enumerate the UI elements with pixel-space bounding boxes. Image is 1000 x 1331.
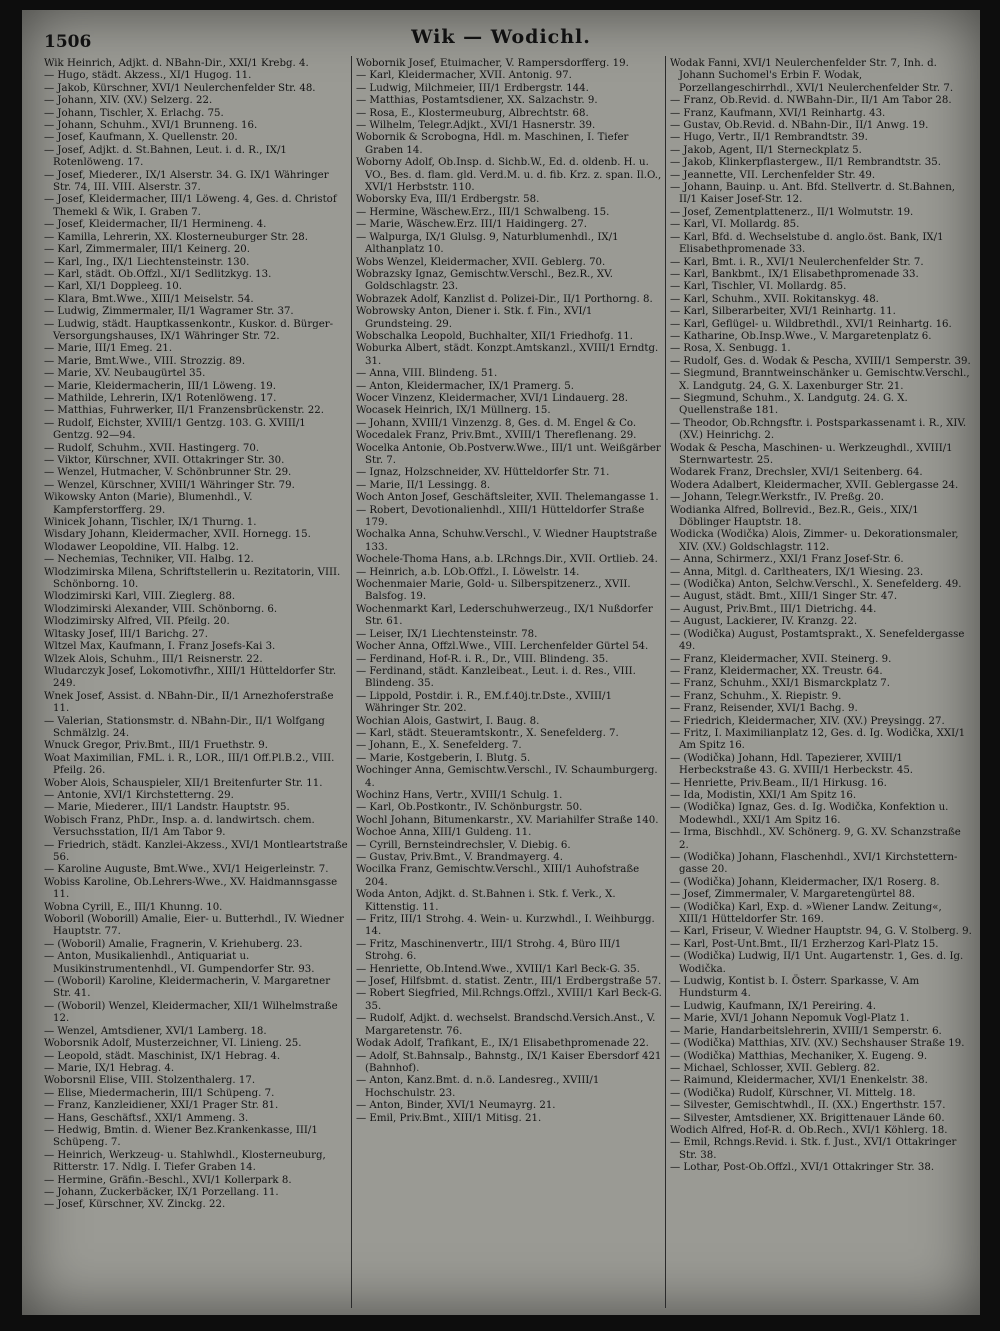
directory-entry: — Matthias, Postamtsdiener, XX. Salzachstr. 9. [356, 95, 598, 107]
directory-entry: — Wenzel, Amtsdiener, XVI/1 Lamberg. 18. [44, 1025, 267, 1037]
directory-entry: — Marie, XV. Neubaugürtel 35. [44, 368, 206, 380]
directory-entry: — Karl, städt. Ob.Offzl., XI/1 Sedlitzkyg. 13. [44, 268, 272, 280]
directory-entry: — Josef, Kaufmann, X. Quellenstr. 20. [44, 132, 238, 144]
directory-entry: Wobschalka Leopold, Buchhalter, XII/1 Friedhofg. 11. [356, 330, 634, 342]
directory-entry: — (Wodička) Rudolf, Kürschner, VI. Mittelg. 18. [670, 1087, 916, 1099]
directory-entry: — (Wodička) Matthias, Mechaniker, X. Eugeng. 9. [670, 1050, 928, 1062]
directory-entry: — Emil, Priv.Bmt., XIII/1 Mitisg. 21. [356, 1112, 542, 1124]
directory-entry: Wochele-Thoma Hans, a.b. LRchngs.Dir., XVII. Ortlieb. 24. [356, 554, 658, 566]
directory-entry: Woborsnik Adolf, Musterzeichner, VI. Linieng. 25. [44, 1038, 302, 1050]
directory-entry: — Ludwig, Kaufmann, IX/1 Pereiring. 4. [670, 1000, 877, 1012]
directory-entry: — Josef, Zementplattenerz., II/1 Wolmutstr. 19. [670, 206, 914, 218]
directory-entry: — Marie, Kleidermacherin, III/1 Löweng. 19. [44, 380, 276, 392]
directory-entry: — Anton, Kleidermacher, IX/1 Pramerg. 5. [356, 380, 574, 392]
directory-entry: Wlodzimirski Karl, VIII. Zieglerg. 88. [44, 591, 236, 603]
directory-entry: — Valerian, Stationsmstr. d. NBahn-Dir., II/1 Wolfgang Schmälzlg. 24. [44, 715, 325, 739]
directory-entry: — Karl, XI/1 Doppleeg. 10. [44, 281, 183, 293]
directory-entry: Wltasky Josef, III/1 Barichg. 27. [44, 628, 209, 640]
directory-entry: Wltzel Max, Kaufmann, I. Franz Josefs-Kai 3. [44, 641, 276, 653]
directory-entry: — Karl, Post-Unt.Bmt., II/1 Erzherzog Karl-Platz 15. [670, 938, 939, 950]
directory-entry: — Hugo, städt. Akzess., XI/1 Hugog. 11. [44, 70, 252, 82]
directory-entry: — August, städt. Bmt., XIII/1 Singer Str. 47. [670, 591, 898, 603]
directory-entry: — Hedwig, Bmtin. d. Wiener Bez.Krankenkasse, III/1 Schüpeng. 7. [44, 1124, 318, 1149]
directory-page [22, 10, 980, 1315]
directory-entry: — Karl, Geflügel- u. Wildbrethdl., XVI/1 Reinhartg. 16. [670, 318, 952, 330]
directory-entry: Wik Heinrich, Adjkt. d. NBahn-Dir., XXI/1 Krebg. 4. [44, 58, 309, 69]
directory-entry: — (Wodička) Matthias, XIV. (XV.) Sechshauser Straße 19. [670, 1038, 965, 1050]
directory-entry: — Rosa, X. Senbugg. 1. [670, 343, 791, 355]
directory-entry: — Franz, Kaufmann, XVI/1 Reinhartg. 43. [670, 107, 886, 119]
directory-entry: Wocer Vinzenz, Kleidermacher, XVI/1 Lindauerg. 28. [356, 392, 629, 404]
directory-entry: — Josef, Miederer., IX/1 Alserstr. 34. G. IX/1 Währinger Str. 74, III. VIII. Alserstr. 37. [44, 169, 329, 194]
directory-entry: — (Wodička) Johann, Flaschenhdl., XVI/1 Kirchstettern-gasse 20. [670, 852, 958, 876]
directory-entry: Wlodzimirska Milena, Schriftstellerin u. Rezitatorin, VIII. Schönborng. 10. [44, 566, 341, 591]
page-number: 1506 [44, 32, 92, 52]
directory-entry: — Anna, Schirmerz., XXI/1 Franz Josef-Str. 6. [670, 554, 904, 566]
directory-entry: — Karl, Ob.Postkontr., IV. Schönburgstr. 50. [356, 802, 583, 814]
directory-entry: — Silvester, Gemischtwhdl., II. (XX.) Engerthstr. 157. [670, 1100, 946, 1112]
directory-entry: Wodianka Alfred, Bollrevid., Bez.R., Geis., XIX/1 Döblinger Hauptstr. 18. [670, 504, 919, 529]
directory-entry: Wocelka Antonie, Ob.Postverw.Wwe., III/1 unt. Weißgärber Str. 7. [356, 442, 661, 466]
directory-entry: — Johann, Bauinp. u. Ant. Bfd. Stellvertr. d. St.Bahnen, II/1 Kaiser Josef-Str. 12. [670, 182, 956, 206]
directory-entry: — Anton, Musikalienhdl., Antiquariat u. Musikinstrumentenhdl., VI. Gumpendorfer Str. 93. [44, 951, 315, 975]
directory-entry: — Lothar, Post-Ob.Offzl., XVI/1 Ottakringer Str. 38. [670, 1162, 935, 1174]
directory-entry: — Anton, Kanz.Bmt. d. n.ö. Landesreg., XVIII/1 Hochschulstr. 23. [356, 1075, 600, 1099]
directory-entry: — Lippold, Postdir. i. R., EM.f.40j.tr.Dste., XVIII/1 Währinger Str. 202. [356, 690, 612, 715]
directory-entry: — Wenzel, Kürschner, XVIII/1 Währinger Str. 79. [44, 479, 295, 491]
directory-entry: Wobrowsky Anton, Diener i. Stk. f. Fin., XVI/1 Grundsteing. 29. [356, 306, 593, 330]
directory-entry: Wisdary Johann, Kleidermacher, XVII. Hornegg. 15. [44, 529, 311, 541]
directory-entry: Wochalka Anna, Schuhw.Verschl., V. Wiedner Hauptstraße 133. [356, 529, 658, 553]
directory-entry: — Siegmund, Branntweinschänker u. Gemischtw.Verschl., X. Landgutg. 24, G. X. Laxenburger Str. 21. [670, 368, 970, 392]
directory-entry: Wobiss Karoline, Ob.Lehrers-Wwe., XV. Haidmannsgasse 11. [44, 876, 338, 901]
directory-entry: — Kamilla, Lehrerin, XX. Klosterneuburger Str. 28. [44, 231, 308, 243]
directory-entry: Wlodzimirski Alexander, VIII. Schönborng. 6. [44, 603, 278, 615]
directory-entry: — Ludwig, Kontist b. I. Österr. Sparkasse, V. Am Hundsturm 4. [670, 976, 920, 1000]
directory-entry: Wlodawer Leopoldine, VII. Halbg. 12. [44, 541, 239, 553]
directory-entry: Wobs Wenzel, Kleidermacher, XVII. Geblerg. 70. [356, 256, 606, 268]
directory-entry: — Marie, Kostgeberin, I. Blutg. 5. [356, 752, 531, 764]
directory-entry: — Gustav, Priv.Bmt., V. Brandmayerg. 4. [356, 852, 563, 863]
directory-entry: — Klara, Bmt.Wwe., XIII/1 Meiselstr. 54. [44, 293, 254, 305]
directory-entry: — Jakob, Klinkerpflastergew., II/1 Rembrandtstr. 35. [670, 157, 941, 169]
directory-entry: — Franz, Kleidermacher, XX. Treustr. 64. [670, 665, 883, 677]
column-2 [356, 58, 662, 1308]
directory-entry: — Antonie, XVI/1 Kirchstetterng. 29. [44, 789, 234, 801]
directory-entry: — Nechemias, Techniker, VII. Halbg. 12. [44, 554, 254, 566]
directory-entry: Wodak Adolf, Trafikant, E., IX/1 Elisabethpromenade 22. [356, 1038, 649, 1050]
directory-entry: Wobornik & Scrobogna, Hdl. m. Maschinen, I. Tiefer Graben 14. [356, 132, 629, 156]
directory-entry: — August, Lackierer, IV. Kranzg. 22. [670, 616, 858, 628]
directory-entry: Wocedalek Franz, Priv.Bmt., XVIII/1 Thereflenang. 29. [356, 430, 637, 442]
directory-entry: Wocilka Franz, Gemischtw.Verschl., XIII/1 Auhofstraße 204. [356, 864, 640, 888]
running-head: Wik — Wodichl. [411, 26, 591, 48]
directory-entry: — Rudolf, Schuhm., XVII. Hastingerg. 70. [44, 442, 260, 454]
directory-entry: — Rosa, E., Klostermeuburg, Albrechtstr. 68. [356, 107, 589, 119]
directory-entry: Wodera Adalbert, Kleidermacher, XVII. Geblergasse 24. [670, 479, 959, 491]
directory-entry: — Heinrich, Werkzeug- u. Stahlwhdl., Klosterneuburg, Ritterstr. 17. Ndlg. I. Tiefer Graben 14. [44, 1149, 326, 1174]
directory-entry: Woborsnil Elise, VIII. Stolzenthalerg. 17. [44, 1075, 256, 1087]
directory-entry: — Ida, Modistin, XXI/1 Am Spitz 16. [670, 789, 857, 801]
directory-entry: — Viktor, Kürschner, XVII. Ottakringer Str. 30. [44, 455, 285, 466]
directory-entry: Wobornik Josef, Etuimacher, V. Rampersdorfferg. 19. [356, 58, 629, 69]
directory-entry: — Anna, Mitgl. d. Carltheaters, IX/1 Wiesing. 23. [670, 566, 924, 578]
column-divider [665, 56, 666, 1308]
directory-entry: — Fritz, Maschinenvertr., III/1 Strohg. 4, Büro III/1 Strohg. 6. [356, 938, 622, 963]
directory-entry: — Rudolf, Eichster, XVIII/1 Gentzg. 103. G. XVIII/1 Gentzg. 92—94. [44, 417, 306, 442]
directory-entry: — Anna, VIII. Blindeng. 51. [356, 368, 498, 380]
directory-entry: — Rudolf, Adjkt. d. wechselst. Brandschd.Versich.Anst., V. Margaretenstr. 76. [356, 1013, 656, 1037]
directory-entry: Winicek Johann, Tischler, IX/1 Thurng. 1. [44, 517, 257, 529]
directory-entry: — (Wodička) Karl, Exp. d. »Wiener Landw. Zeitung«, XIII/1 Hütteldorfer Str. 169. [670, 901, 942, 926]
column-3 [670, 58, 972, 1308]
directory-entry: — (Wodička) Johann, Kleidermacher, IX/1 Roserg. 8. [670, 876, 940, 888]
directory-entry: — Jakob, Kürschner, XVI/1 Neulerchenfelder Str. 48. [44, 82, 316, 94]
directory-entry: Wnuck Gregor, Priv.Bmt., III/1 Fruethstr. 9. [44, 740, 269, 752]
directory-entry: Wocasek Heinrich, IX/1 Müllnerg. 15. [356, 405, 551, 417]
directory-entry: — Henriette, Priv.Beam., II/1 Hirkusg. 16. [670, 777, 887, 789]
directory-entry: Wochinger Anna, Gemischtw.Verschl., IV. Schaumburgerg. 4. [356, 765, 658, 789]
directory-entry: — Emil, Rchngs.Revid. i. Stk. f. Just., XVI/1 Ottakringer Str. 38. [670, 1137, 957, 1161]
directory-entry: — Marie, Handarbeitslehrerin, XVIII/1 Semperstr. 6. [670, 1025, 942, 1037]
directory-entry: — Robert, Devotionalienhdl., XIII/1 Hütteldorfer Straße 179. [356, 504, 645, 529]
directory-entry: — Marie, XVI/1 Johann Nepomuk Vogl-Platz 1. [670, 1013, 910, 1025]
directory-entry: — Friedrich, Kleidermacher, XIV. (XV.) Preysingg. 27. [670, 715, 945, 727]
column-1 [44, 58, 348, 1308]
directory-entry: Wobna Cyrill, E., III/1 Khunng. 10. [44, 901, 223, 913]
directory-entry: — Leiser, IX/1 Liechtensteinstr. 78. [356, 628, 538, 640]
directory-entry: — Friedrich, städt. Kanzlei-Akzess., XVI/1 Montleartstraße 56. [44, 839, 348, 863]
directory-entry: — Gustav, Ob.Revid. d. NBahn-Dir., II/1 Anwg. 19. [670, 120, 929, 132]
directory-entry: — Franz, Schuhm., X. Riepistr. 9. [670, 690, 842, 702]
directory-entry: Wobisch Franz, PhDr., Insp. a. d. landwirtsch. chem. Versuchsstation, II/1 Am Tabor 9. [44, 814, 315, 839]
directory-entry: — Ludwig, Milchmeier, III/1 Erdbergstr. 144. [356, 82, 589, 94]
directory-entry: — Marie, Bmt.Wwe., VIII. Strozzig. 89. [44, 355, 246, 367]
directory-entry: — (Woboril) Amalie, Fragnerin, V. Kriehuberg. 23. [44, 938, 303, 950]
directory-entry: — Matthias, Fuhrwerker, II/1 Franzensbrückenstr. 22. [44, 405, 324, 417]
directory-entry: — Jeannette, VII. Lerchenfelder Str. 49. [670, 169, 876, 181]
directory-entry: — Mathilde, Lehrerin, IX/1 Rotenlöweng. 17. [44, 392, 277, 404]
directory-entry: — Johann, Schuhm., XVI/1 Brunneng. 16. [44, 120, 258, 132]
directory-entry: — Karl, Bfd. d. Wechselstube d. anglo.öst. Bank, IX/1 Elisabethpromenade 33. [670, 231, 944, 256]
directory-entry: Woborny Adolf, Ob.Insp. d. Sichb.W., Ed. d. oldenb. H. u. VO., Bes. d. flam. gld. Verd.M. u. d. fib. Krz. z. span. Il.O., XVI/1 Herbststr. 110. [356, 157, 662, 194]
directory-entry: — Marie, IX/1 Hebrag. 4. [44, 1062, 175, 1074]
directory-entry: — Josef, Kleidermacher, II/1 Hermineng. 4. [44, 219, 267, 231]
directory-entry: — Franz, Kleidermacher, XVII. Steinerg. 9. [670, 653, 892, 665]
directory-entry: — Karl, städt. Steueramtskontr., X. Senefelderg. 7. [356, 727, 619, 739]
directory-entry: — Adolf, St.Bahnsalp., Bahnstg., IX/1 Kaiser Ebersdorf 421 (Bahnhof). [356, 1050, 662, 1074]
directory-entry: — Rudolf, Ges. d. Wodak & Pescha, XVIII/1 Semperstr. 39. [670, 355, 971, 367]
directory-entry: — Heinrich, a.b. LOb.Offzl., I. Löwelstr. 14. [356, 566, 580, 578]
directory-entry: Wlzek Alois, Schuhm., III/1 Reisnerstr. 22. [44, 653, 263, 665]
directory-entry: Wobrazsky Ignaz, Gemischtw.Verschl., Bez.R., XV. Goldschlagstr. 23. [356, 268, 613, 293]
directory-entry: — Franz, Kanzleidiener, XXI/1 Prager Str. 81. [44, 1100, 279, 1112]
directory-entry: — Cyrill, Bernsteindrechsler, V. Diebig. 6. [356, 839, 571, 851]
directory-entry: — Karl, Silberarbeiter, XVI/1 Reinhartg. 11. [670, 306, 896, 318]
directory-entry: Woat Maximilian, FML. i. R., LOR., III/1 Off.Pl.B.2., VIII. Pfeilg. 26. [44, 752, 335, 777]
directory-entry: — Raimund, Kleidermacher, XVI/1 Enenkelstr. 38. [670, 1075, 928, 1087]
directory-entry: Wodak Fanni, XVI/1 Neulerchenfelder Str. 7, Inh. d. Johann Suchomel's Erbin F. Wodak, Porzellangeschirrhdl., XVI/1 Neulerchenfelder Str. 7. [670, 58, 954, 94]
directory-entry: Wochinz Hans, Vertr., XVIII/1 Schulg. 1. [356, 789, 563, 801]
directory-entry: — Wenzel, Hutmacher, V. Schönbrunner Str. 29. [44, 467, 292, 479]
directory-entry: — Elise, Miedermacherin, III/1 Schüpeng. 7. [44, 1087, 275, 1099]
directory-entry: — Josef, Zimmermaler, V. Margaretengürtel 88. [670, 889, 915, 901]
directory-entry: Wodak & Pescha, Maschinen- u. Werkzeughdl., XVIII/1 Sternwartestr. 25. [670, 442, 953, 466]
directory-entry: Wlodzimirsky Alfred, VII. Pfeilg. 20. [44, 616, 230, 628]
directory-entry: — Josef, Kleidermacher, III/1 Löweng. 4, Ges. d. Christof Themekl & Wik, I. Graben 7. [44, 194, 337, 218]
column-divider [351, 56, 352, 1308]
directory-entry: — (Woboril) Wenzel, Kleidermacher, XII/1 Wilhelmstraße 12. [44, 1000, 338, 1025]
directory-entry: Wludarczyk Josef, Lokomotivfhr., XIII/1 Hütteldorfer Str. 249. [44, 665, 337, 690]
directory-entry: — Ludwig, städt. Hauptkassenkontr., Kuskor. d. Bürger-Versorgungshauses, IX/1 Währinger Str. 72. [44, 318, 334, 342]
directory-entry: — Marie, II/1 Lessingg. 8. [356, 479, 491, 491]
directory-entry: Wikowsky Anton (Marie), Blumenhdl., V. Kampferstorfferg. 29. [44, 492, 253, 516]
directory-entry: Wochl Johann, Bitumenkarstr., XV. Mariahilfer Straße 140. [356, 814, 659, 826]
directory-entry: — Johann, Tischler, X. Erlachg. 75. [44, 107, 224, 119]
directory-entry: — Anton, Binder, XVI/1 Neumayrg. 21. [356, 1100, 556, 1112]
directory-entry: Wochoe Anna, XIII/1 Guldeng. 11. [356, 827, 532, 839]
directory-entry: — Marie, Wäschew.Erz. III/1 Haidingerg. 27. [356, 219, 588, 231]
directory-entry: Wochian Alois, Gastwirt, I. Baug. 8. [356, 715, 540, 727]
directory-entry: — Michael, Schlosser, XVII. Geblerg. 82. [670, 1062, 880, 1074]
directory-entry: Wocher Anna, Offzl.Wwe., VIII. Lerchenfelder Gürtel 54. [356, 641, 649, 653]
directory-entry: Woda Anton, Adjkt. d. St.Bahnen i. Stk. f. Verk., X. Kittenstig. 11. [356, 889, 616, 913]
directory-entry: — Karl, VI. Mollardg. 85. [670, 219, 800, 231]
directory-entry: — Leopold, städt. Maschinist, IX/1 Hebrag. 4. [44, 1050, 281, 1062]
directory-entry: — Fritz, I. Maximilianplatz 12, Ges. d. Ig. Wodička, XXI/1 Am Spitz 16. [670, 727, 966, 752]
directory-entry: — Marie, III/1 Emeg. 21. [44, 343, 173, 355]
directory-entry: — Franz, Ob.Revid. d. NWBahn-Dir., II/1 Am Tabor 28. [670, 95, 952, 107]
directory-entry: — Franz, Schuhm., XXI/1 Bismarckplatz 7. [670, 678, 890, 690]
directory-entry: Wodarek Franz, Drechsler, XVI/1 Seitenberg. 64. [670, 467, 923, 479]
directory-entry: Wnek Josef, Assist. d. NBahn-Dir., II/1 Arnezhoferstraße 11. [44, 690, 334, 715]
directory-entry: — Karl, Bankbmt., IX/1 Elisabethpromenade 33. [670, 268, 919, 280]
directory-entry: — Theodor, Ob.Rchngsftr. i. Postsparkassenamt i. R., XIV. (XV.) Heinrichg. 2. [670, 417, 967, 442]
directory-entry: — (Wodička) Johann, Hdl. Tapezierer, XVIII/1 Herbeckstraße 43. G. XVIII/1 Herbeckstr. 45. [670, 752, 914, 777]
directory-entry: — Robert Siegfried, Mil.Rchngs.Offzl., XVIII/1 Karl Beck-G. 35. [356, 988, 662, 1012]
directory-entry: — Karl, Kleidermacher, XVII. Antonig. 97. [356, 70, 572, 82]
directory-entry: — Ignaz, Holzschneider, XV. Hütteldorfer Str. 71. [356, 467, 610, 479]
directory-entry: — Silvester, Amtsdiener, XX. Brigittenauer Lände 60. [670, 1112, 945, 1124]
directory-entry: — Ludwig, Zimmermaler, II/1 Wagramer Str. 37. [44, 306, 294, 318]
directory-entry: — Katharine, Ob.Insp.Wwe., V. Margaretenplatz 6. [670, 330, 932, 342]
directory-entry: Wobrazek Adolf, Kanzlist d. Polizei-Dir., II/1 Porthorng. 8. [356, 293, 653, 305]
directory-entry: — Josef, Kürschner, XV. Zinckg. 22. [44, 1199, 226, 1211]
directory-entry: Woborsky Eva, III/1 Erdbergstr. 58. [356, 194, 540, 206]
directory-entry: — Karl, Bmt. i. R., XVI/1 Neulerchenfelder Str. 7. [670, 256, 924, 268]
directory-entry: — Siegmund, Schuhm., X. Landgutg. 24. G. X. Quellenstraße 181. [670, 392, 908, 417]
directory-entry: Woch Anton Josef, Geschäftsleiter, XVII. Thelemangasse 1. [356, 492, 659, 504]
directory-entry: Wober Alois, Schauspieler, XII/1 Breitenfurter Str. 11. [44, 777, 323, 789]
directory-entry: — Marie, Miederer., III/1 Landstr. Hauptstr. 95. [44, 802, 290, 814]
directory-entry: — Irma, Bischhdl., XV. Schönerg. 9, G. XV. Schanzstraße 2. [670, 827, 961, 851]
directory-entry: — (Wodička) Anton, Selchw.Verschl., X. Senefelderg. 49. [670, 579, 962, 591]
directory-entry: — Hermine, Wäschew.Erz., III/1 Schwalbeng. 15. [356, 206, 610, 218]
directory-entry: — Karl, Tischler, VI. Mollardg. 85. [670, 281, 847, 293]
directory-entry: — Karl, Friseur, V. Wiedner Hauptstr. 94, G. V. Stolberg. 9. [670, 926, 972, 938]
directory-entry: — Hermine, Gräfin.-Beschl., XVI/1 Kollerpark 8. [44, 1174, 292, 1186]
directory-entry: — Jakob, Agent, II/1 Sterneckplatz 5. [670, 144, 862, 156]
directory-entry: — Henriette, Ob.Intend.Wwe., XVIII/1 Karl Beck-G. 35. [356, 963, 640, 975]
directory-entry: Wodicka (Wodička) Alois, Zimmer- u. Dekorationsmaler, XIV. (XV.) Goldschlagstr. 112. [670, 529, 959, 553]
directory-entry: — Walpurga, IX/1 Glulsg. 9, Naturblumenhdl., IX/1 Althanplatz 10. [356, 231, 619, 256]
directory-entry: — Franz, Reisender, XVI/1 Bachg. 9. [670, 703, 858, 715]
directory-entry: — Johann, E., X. Senefelderg. 7. [356, 740, 522, 752]
directory-entry: Woburka Albert, städt. Konzpt.Amtskanzl., XVIII/1 Erndtg. 31. [356, 343, 659, 367]
directory-entry: Wochenmaier Marie, Gold- u. Silberspitzenerz., XVII. Balsfog. 19. [356, 579, 631, 603]
directory-entry: — Johann, Zuckerbäcker, IX/1 Porzellang. 11. [44, 1186, 279, 1198]
directory-entry: — Hugo, Vertr., II/1 Rembrandtstr. 39. [670, 132, 868, 144]
directory-entry: — Ferdinand, städt. Kanzleibeat., Leut. i. d. Res., VIII. Blindeng. 35. [356, 665, 636, 690]
directory-entry: — Karl, Schuhm., XVII. Rokitanskyg. 48. [670, 293, 879, 305]
directory-entry: — Fritz, III/1 Strohg. 4. Wein- u. Kurzwhdl., I. Weihburgg. 14. [356, 914, 655, 938]
directory-entry: Woboril (Woborill) Amalie, Eier- u. Butterhdl., IV. Wiedner Hauptstr. 77. [44, 914, 344, 938]
directory-entry: — Johann, XVIII/1 Vinzenzg. 8, Ges. d. M. Engel & Co. [356, 417, 637, 429]
directory-entry: — Karl, Zimmermaler, III/1 Keinerg. 20. [44, 244, 251, 256]
directory-entry: — Johann, Telegr.Werkstfr., IV. Preßg. 20. [670, 492, 884, 504]
directory-entry: — Wilhelm, Telegr.Adjkt., XVI/1 Hasnerstr. 39. [356, 120, 596, 132]
directory-entry: — August, Priv.Bmt., III/1 Dietrichg. 44. [670, 603, 877, 615]
directory-entry: — Josef, Adjkt. d. St.Bahnen, Leut. i. d. R., IX/1 Rotenlöweng. 17. [44, 144, 287, 169]
directory-entry: Wodich Alfred, Hof-R. d. Ob.Rech., XVI/1 Köhlerg. 18. [670, 1124, 948, 1136]
directory-entry: Wochenmarkt Karl, Lederschuhwerzeug., IX/1 Nußdorfer Str. 61. [356, 603, 653, 628]
directory-entry: — Ferdinand, Hof-R. i. R., Dr., VIII. Blindeng. 35. [356, 653, 609, 665]
directory-entry: — (Wodička) Ludwig, II/1 Unt. Augartenstr. 1, Ges. d. Ig. Wodička. [670, 951, 964, 975]
directory-entry: — (Wodička) August, Postamtsprakt., X. Senefeldergasse 49. [670, 628, 965, 653]
directory-entry: — Hans, Geschäftsf., XXI/1 Ammeng. 3. [44, 1112, 249, 1124]
directory-entry: — (Wodička) Ignaz, Ges. d. Ig. Wodička, Konfektion u. Modewhdl., XXI/1 Am Spitz 16. [670, 802, 949, 826]
directory-entry: — Karoline Auguste, Bmt.Wwe., XVI/1 Heigerleinstr. 7. [44, 864, 329, 876]
directory-entry: — Karl, Ing., IX/1 Liechtensteinstr. 130. [44, 256, 250, 268]
directory-entry: — Johann, XIV. (XV.) Selzerg. 22. [44, 95, 213, 107]
directory-entry: — Josef, Hilfsbmt. d. statist. Zentr., III/1 Erdbergstraße 57. [356, 976, 662, 988]
directory-entry: — (Woboril) Karoline, Kleidermacherin, V. Margaretner Str. 41. [44, 976, 331, 1000]
